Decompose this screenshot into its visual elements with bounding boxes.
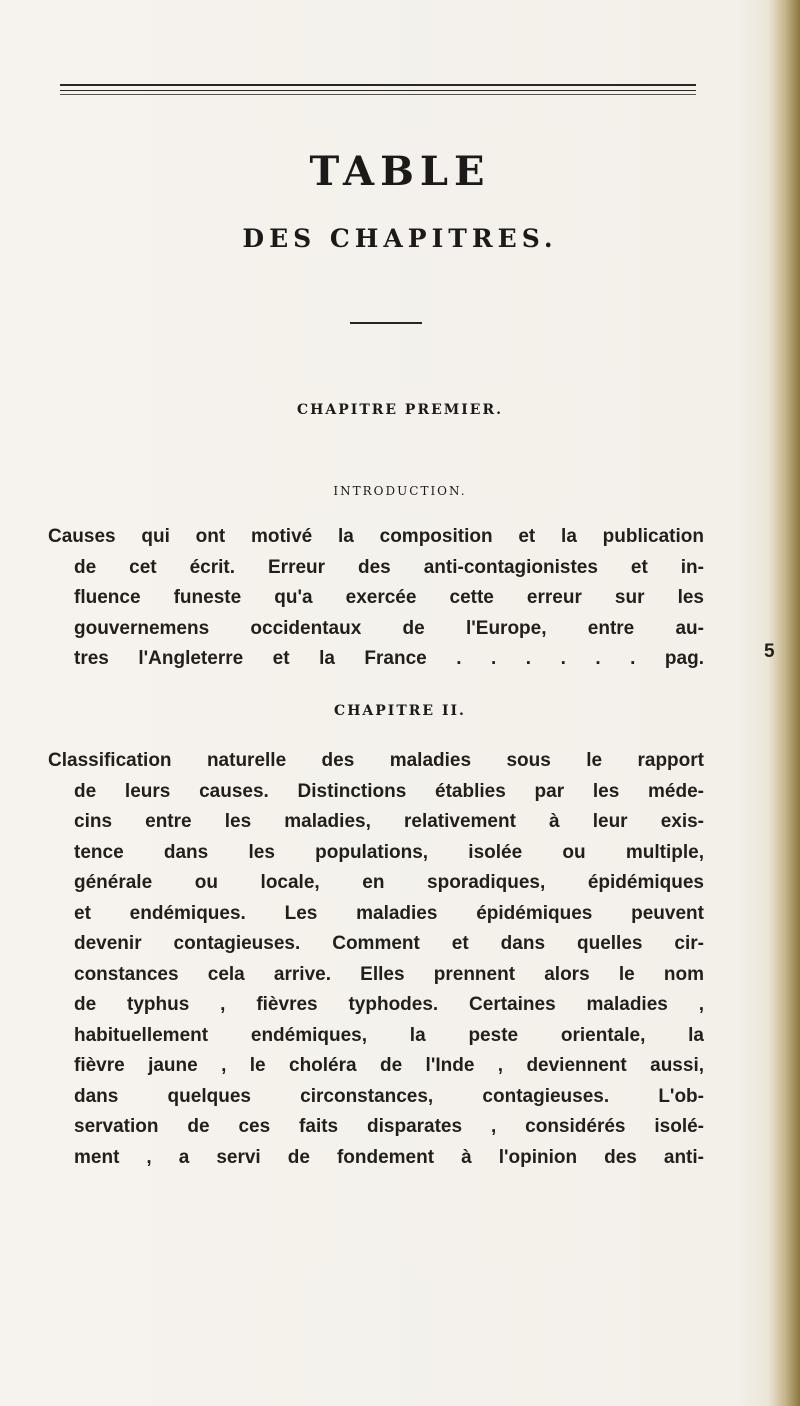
ornament-rule	[350, 322, 422, 324]
summary-line: tence dans les populations, isolée ou multiple,	[74, 841, 704, 863]
page-title: TABLE	[309, 148, 491, 195]
chapter-2-summary	[48, 746, 704, 1173]
top-thin-rule	[60, 94, 696, 95]
summary-line: de typhus , fièvres typhodes. Certaines maladies ,	[74, 994, 704, 1015]
summary-line: et endémiques. Les maladies épidémiques peuvent	[74, 902, 704, 924]
summary-line: Causes qui ont motivé la composition et la publication	[48, 526, 704, 547]
top-double-rule	[60, 84, 696, 91]
chapter-1-heading: CHAPITRE PREMIER.	[297, 402, 503, 418]
summary-line: de leurs causes. Distinctions établies par les méde-	[74, 780, 704, 802]
summary-line: devenir contagieuses. Comment et dans quelles cir-	[74, 933, 704, 954]
summary-line: constances cela arrive. Elles prennent alors le nom	[74, 963, 704, 985]
summary-line: générale ou locale, en sporadiques, épidémiques	[74, 872, 704, 893]
summary-line: de cet écrit. Erreur des anti-contagionistes et in-	[74, 556, 704, 578]
summary-line: Classification naturelle des maladies sous le rapport	[48, 750, 704, 771]
summary-line: servation de ces faits disparates , considérés isolé-	[74, 1116, 704, 1137]
chapter-1-summary	[48, 522, 704, 675]
summary-line: fièvre jaune , le choléra de l'Inde , deviennent aussi,	[74, 1055, 704, 1076]
summary-line: cins entre les maladies, relativement à leur exis-	[74, 811, 704, 832]
page-subtitle: DES CHAPITRES.	[242, 224, 558, 253]
summary-line: habituellement endémiques, la peste orientale, la	[74, 1024, 704, 1046]
chapter-1-title: INTRODUCTION.	[333, 484, 467, 498]
chapter-1-page-number: 5	[764, 641, 775, 662]
summary-line: dans quelques circonstances, contagieuses. L'ob-	[74, 1085, 704, 1107]
summary-line: gouvernemens occidentaux de l'Europe, entre au-	[74, 617, 704, 639]
chapter-2-heading: CHAPITRE II.	[334, 703, 466, 719]
summary-line: ment , a servi de fondement à l'opinion des anti-	[74, 1146, 704, 1168]
summary-line: fluence funeste qu'a exercée cette erreur sur les	[74, 587, 704, 608]
summary-line: tres l'Angleterre et la France . . . . . . pag.	[74, 648, 704, 669]
